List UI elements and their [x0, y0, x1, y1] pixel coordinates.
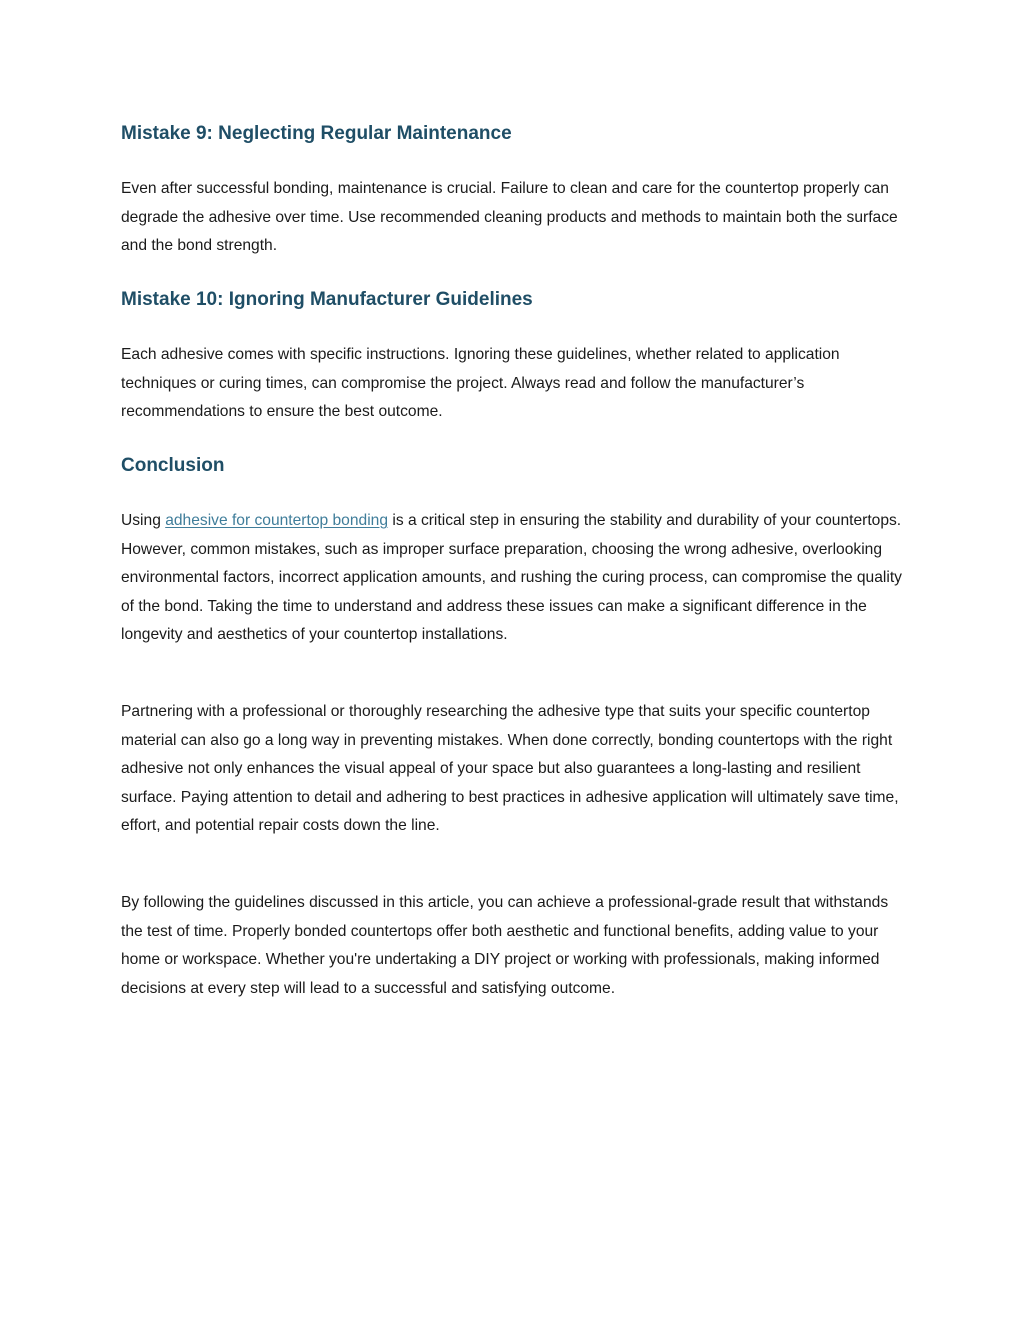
paragraph-mistake-9: Even after successful bonding, maintenance is crucial. Failure to clean and care for the countertop properly can degrade the adhesive over time. Use recommended cleaning products and methods to maintain both the surface and the bond strength. — [121, 180, 898, 255]
section-heading-mistake-10: Mistake 10: Ignoring Manufacturer Guidelines — [121, 289, 533, 310]
section-heading-conclusion: Conclusion — [121, 455, 225, 476]
paragraph-mistake-10: Each adhesive comes with specific instructions. Ignoring these guidelines, whether related to application techniques or curing times, can compromise the project. Always read and follow the manufacturer’s recommendations to ensure the best outcome. — [121, 346, 840, 421]
paragraph-conclusion-2: Partnering with a professional or thoroughly researching the adhesive type that suits your specific countertop material can also go a long way in preventing mistakes. When done correctly, bonding countertops with the right adhesive not only enhances the visual appeal of your space but also guarantees a long-lasting and resilient surface. Paying attention to detail and adhering to best practices in adhesive application will ultimately save time, effort, and potential repair costs down the line. — [121, 703, 899, 835]
intro-text-before-link: Using — [121, 512, 166, 529]
intro-text-after-link: is a critical step in ensuring the stability and durability of your countertops. However, common mistakes, such as improper surface preparation, choosing the wrong adhesive, overlooking environmental factors, incorrect application amounts, and rushing the curing process, can compromise the quality of the bond. Taking the time to understand and address these issues can make a significant difference in the longevity and aesthetics of your countertop installations. — [121, 512, 902, 644]
paragraph-conclusion-3: By following the guidelines discussed in this article, you can achieve a professional-grade result that withstands the test of time. Properly bonded countertops offer both aesthetic and functional benefits, adding value to your home or workspace. Whether you're undertaking a DIY project or working with professionals, making informed decisions at every step will lead to a successful and satisfying outcome. — [121, 894, 889, 997]
paragraph-conclusion-intro — [121, 507, 911, 650]
countertop-adhesive-link[interactable]: adhesive for countertop bonding — [165, 512, 389, 529]
section-heading-mistake-9: Mistake 9: Neglecting Regular Maintenance — [121, 123, 512, 144]
